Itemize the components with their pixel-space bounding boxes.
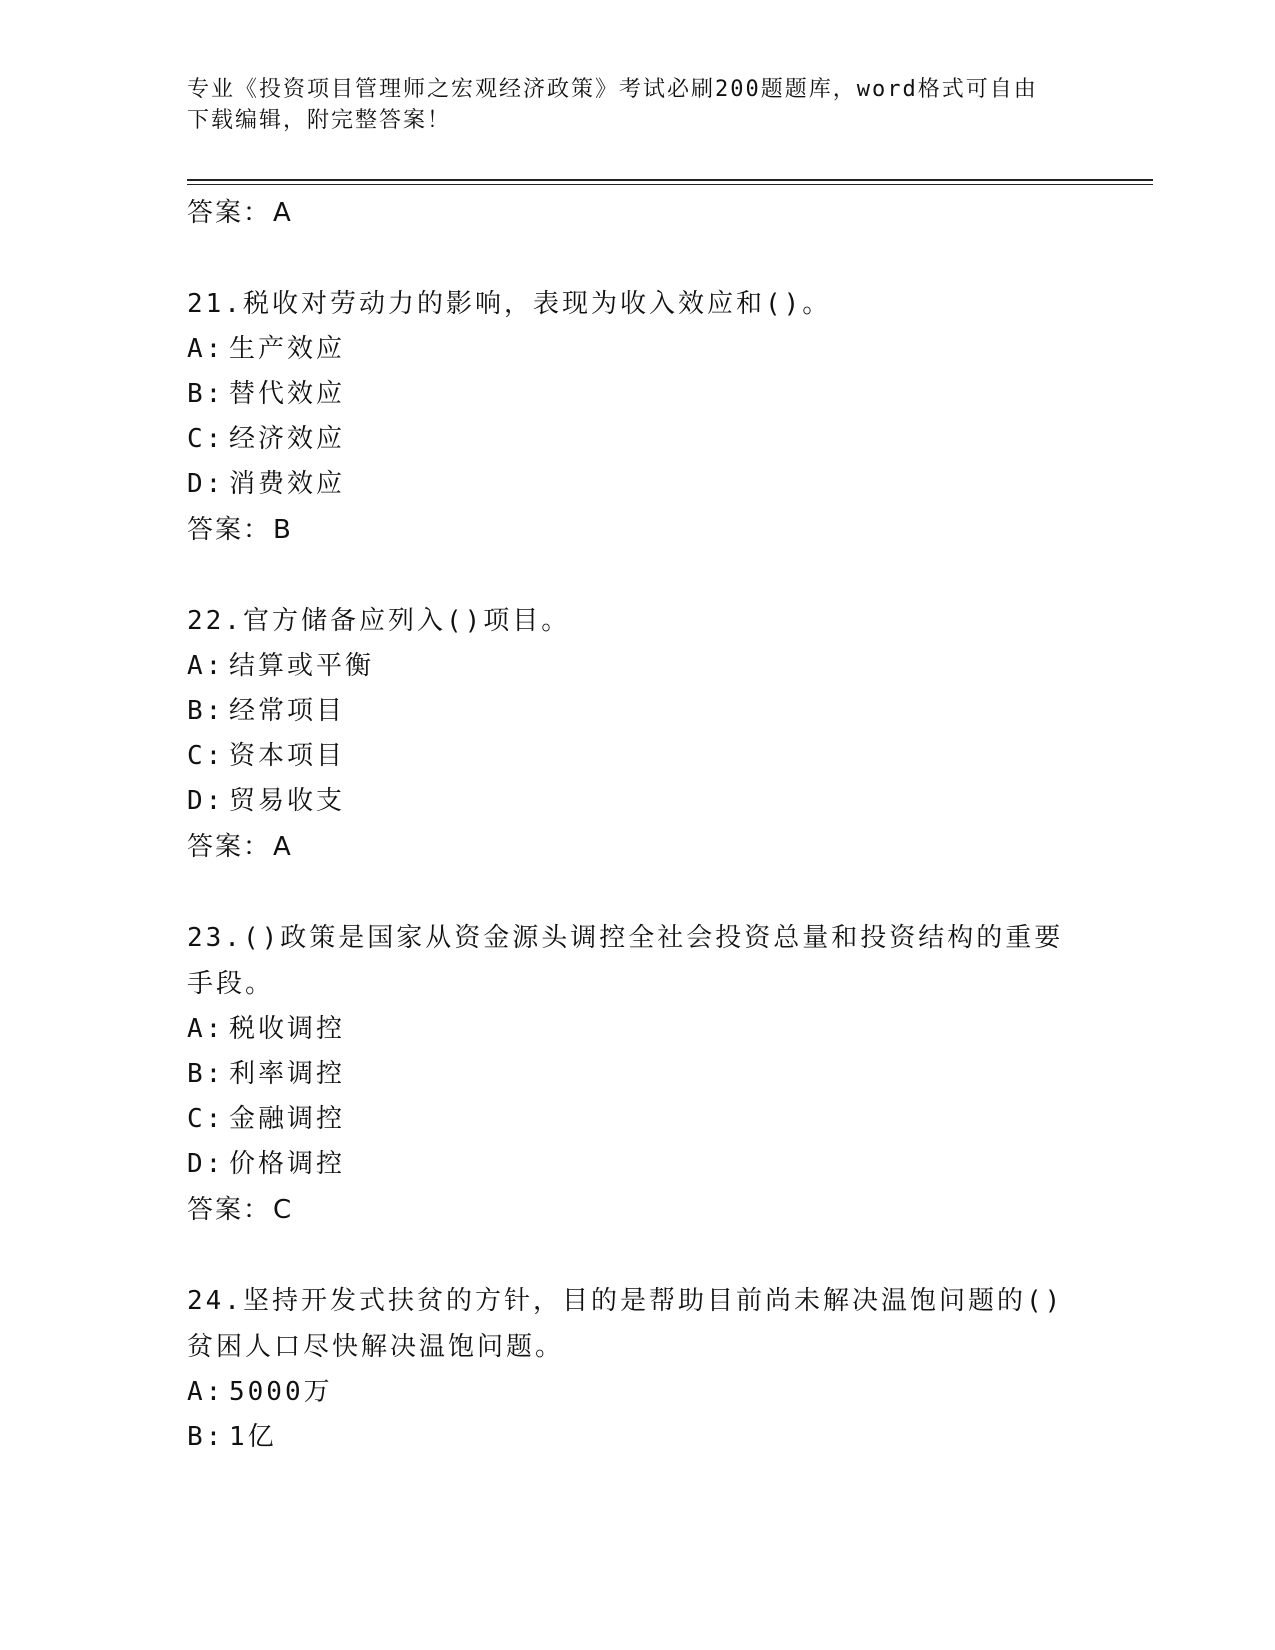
option-letter: A: (187, 334, 225, 364)
option-c (187, 417, 1087, 462)
option-letter: B: (187, 1422, 225, 1452)
option-text: 税收调控 (229, 1014, 346, 1044)
option-letter: C: (187, 741, 225, 771)
answer-label: 答案： (187, 832, 272, 862)
option-text: 贸易收支 (229, 786, 346, 816)
option-c (187, 734, 1087, 779)
option-d (187, 1142, 1087, 1187)
option-text: 生产效应 (229, 334, 346, 364)
option-letter: D: (187, 469, 225, 499)
answer-line (187, 824, 1087, 870)
option-letter: A: (187, 1014, 225, 1044)
option-text: 价格调控 (229, 1149, 346, 1179)
option-letter: C: (187, 424, 225, 454)
option-a (187, 1007, 1087, 1052)
answer-label: 答案： (187, 515, 272, 545)
question-block (187, 1278, 1087, 1460)
question-stem: 23.()政策是国家从资金源头调控全社会投资总量和投资结构的重要手段。 (187, 923, 1064, 999)
option-d (187, 462, 1087, 507)
answer-line (187, 1187, 1087, 1233)
header-line-2: 下载编辑，附完整答案！ (187, 108, 452, 133)
option-letter: A: (187, 1377, 225, 1407)
answer-label: 答案： (187, 1195, 272, 1225)
option-letter: C: (187, 1104, 225, 1134)
option-text: 金融调控 (229, 1104, 346, 1134)
option-text: 替代效应 (229, 379, 346, 409)
option-text: 利率调控 (229, 1059, 346, 1089)
option-a (187, 644, 1087, 689)
question-block (187, 598, 1087, 870)
option-b (187, 689, 1087, 734)
answer-value: C (273, 1195, 294, 1225)
option-letter: B: (187, 696, 225, 726)
answer-value: A (273, 198, 293, 228)
answer-line (187, 507, 1087, 553)
document-header (187, 74, 1067, 136)
header-divider-thin (187, 184, 1153, 185)
answer-label: 答案： (187, 198, 272, 228)
option-a (187, 1370, 1087, 1415)
option-text: 结算或平衡 (229, 651, 375, 681)
option-text: 经常项目 (229, 696, 346, 726)
option-b (187, 372, 1087, 417)
answer-value: B (273, 515, 293, 545)
question-block (187, 915, 1087, 1233)
header-line-1: 专业《投资项目管理师之宏观经济政策》考试必刷200题题库，word格式可自由 (187, 77, 1038, 102)
option-letter: B: (187, 1059, 225, 1089)
answer-value: A (273, 832, 293, 862)
option-b (187, 1052, 1087, 1097)
option-letter: D: (187, 1149, 225, 1179)
question-stem: 21.税收对劳动力的影响，表现为收入效应和()。 (187, 289, 832, 319)
option-text: 资本项目 (229, 741, 346, 771)
option-a (187, 327, 1087, 372)
option-letter: A: (187, 651, 225, 681)
option-letter: D: (187, 786, 225, 816)
question-list (187, 190, 1087, 1460)
option-d (187, 779, 1087, 824)
header-divider-thick (187, 179, 1153, 181)
option-text: 经济效应 (229, 424, 346, 454)
option-letter: B: (187, 379, 225, 409)
option-b (187, 1415, 1087, 1460)
question-block (187, 281, 1087, 553)
option-text: 消费效应 (229, 469, 346, 499)
option-text: 1亿 (229, 1422, 277, 1452)
option-c (187, 1097, 1087, 1142)
question-stem: 22.官方储备应列入()项目。 (187, 606, 571, 636)
answer-line (187, 190, 1087, 236)
question-stem: 24.坚持开发式扶贫的方针，目的是帮助目前尚未解决温饱问题的()贫困人口尽快解决温饱问题。 (187, 1286, 1064, 1362)
option-text: 5000万 (229, 1377, 333, 1407)
